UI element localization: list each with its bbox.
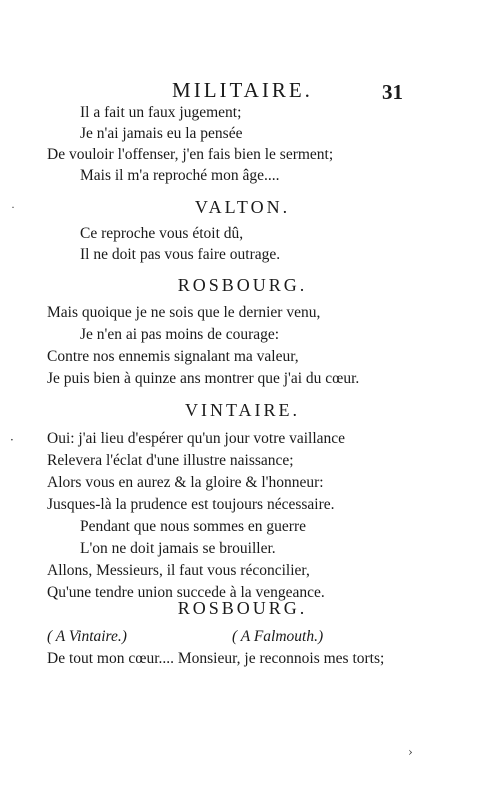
stage-direction: ( A Vintaire.): [47, 628, 127, 645]
speaker-name: ROSBOURG.: [177, 275, 308, 295]
verse-line: Relevera l'éclat d'une illustre naissance;: [47, 452, 294, 469]
verse-line: De vouloir l'offenser, j'en fais bien le serment;: [47, 146, 334, 163]
verse-line: Il ne doit pas vous faire outrage.: [80, 246, 281, 263]
speaker-name: ROSBOURG.: [177, 598, 308, 618]
speaker-name: VALTON.: [194, 197, 291, 217]
verse-line: Ce reproche vous étoit dû,: [80, 225, 244, 242]
verse-line: Je puis bien à quinze ans montrer que j'ai du cœur.: [47, 370, 360, 387]
verse-line: Il a fait un faux jugement;: [80, 104, 242, 121]
verse-line: Jusques-là la prudence est toujours nécessaire.: [47, 496, 335, 513]
verse-line: Alors vous en aurez & la gloire & l'honneur:: [47, 474, 324, 491]
verse-line: De tout mon cœur.... Monsieur, je reconnois mes torts;: [47, 650, 385, 667]
margin-mark: ›: [408, 745, 413, 759]
verse-line: Pendant que nous sommes en guerre: [80, 518, 306, 535]
stage-direction: ( A Falmouth.): [232, 628, 324, 645]
running-title: MILITAIRE.: [172, 78, 313, 102]
margin-mark: ·: [10, 433, 14, 447]
verse-line: Je n'ai jamais eu la pensée: [80, 125, 243, 142]
verse-line: Allons, Messieurs, il faut vous réconcilier,: [47, 562, 310, 579]
verse-line: Qu'une tendre union succede à la vengeance.: [47, 584, 325, 601]
verse-line: Mais il m'a reproché mon âge....: [80, 167, 280, 184]
margin-mark: ˙: [10, 205, 16, 219]
verse-line: L'on ne doit jamais se brouiller.: [80, 540, 276, 557]
page-number: 31: [382, 80, 403, 104]
speaker-name: VINTAIRE.: [184, 400, 301, 420]
verse-line: Oui: j'ai lieu d'espérer qu'un jour votre vaillance: [47, 430, 346, 447]
verse-line: Je n'en ai pas moins de courage:: [80, 326, 280, 343]
verse-line: Mais quoique je ne sois que le dernier venu,: [47, 304, 321, 321]
verse-line: Contre nos ennemis signalant ma valeur,: [47, 348, 299, 365]
